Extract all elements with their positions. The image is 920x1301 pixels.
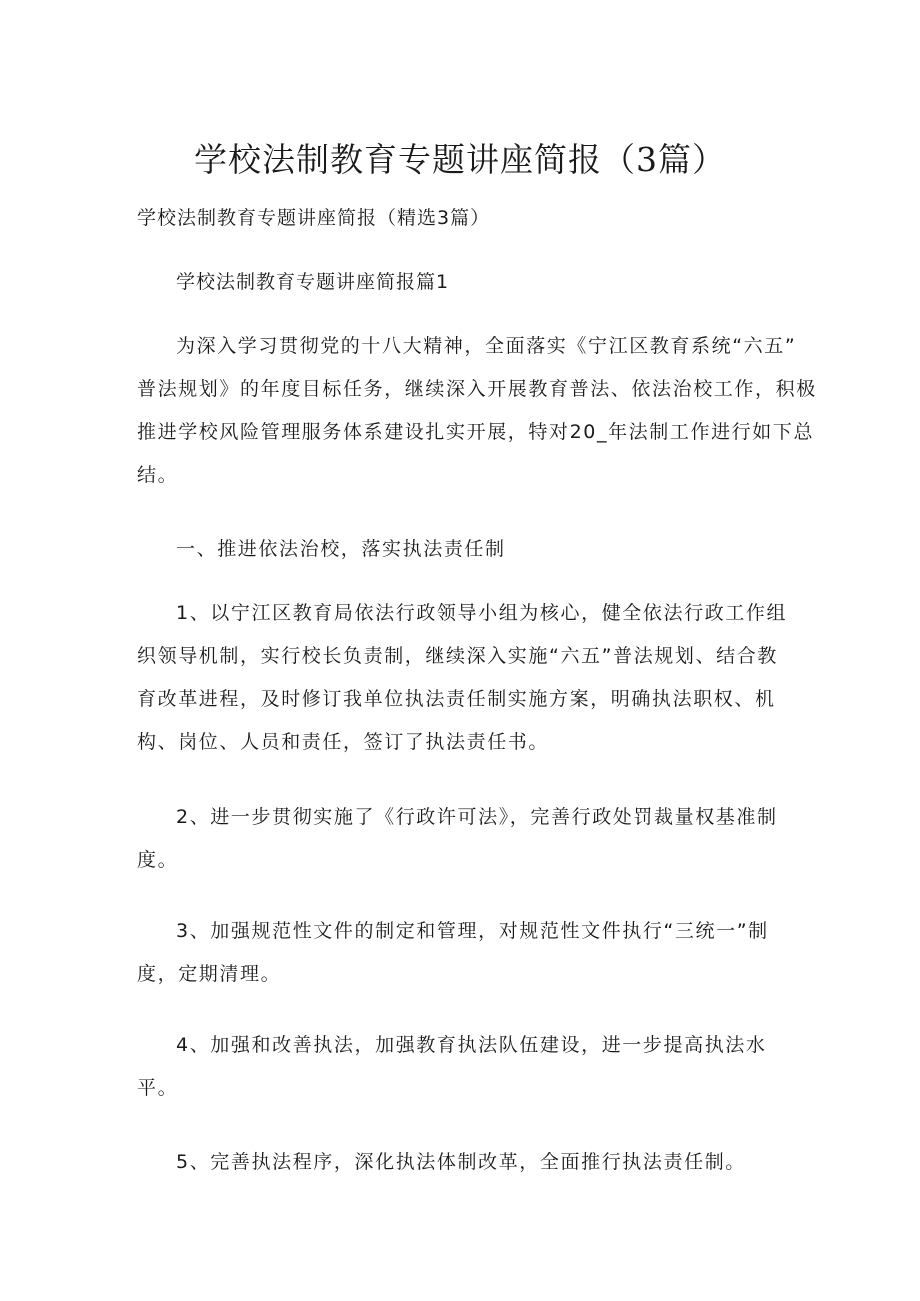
item5-paragraph: 5、完善执法程序，深化执法体制改革，全面推行执法责任制。 <box>176 1151 746 1173</box>
item3-paragraph <box>137 910 797 996</box>
item3-line: 度，定期清理。 <box>137 963 282 985</box>
document-title: 学校法制教育专题讲座简报（3篇） <box>194 140 726 179</box>
item4-line: 平。 <box>137 1077 179 1099</box>
intro-line: 结。 <box>137 464 179 486</box>
item2-line: 2、进一步贯彻实施了《行政许可法》，完善行政处罚裁量权基准制 <box>176 806 778 828</box>
item1-line: 1、以宁江区教育局依法行政领导小组为核心，健全依法行政工作组 <box>176 602 788 624</box>
item4-line: 4、加强和改善执法，加强教育执法队伍建设，进一步提高执法水 <box>176 1034 767 1056</box>
item1-paragraph <box>137 592 797 764</box>
item1-line: 构、岗位、人员和责任，签订了执法责任书。 <box>137 731 550 753</box>
item3-line: 3、加强规范性文件的制定和管理，对规范性文件执行“三统一”制 <box>176 920 769 942</box>
section-heading: 学校法制教育专题讲座简报篇1 <box>176 271 450 293</box>
intro-line: 普法规划》的年度目标任务，继续深入开展教育普法、依法治校工作，积极 <box>137 378 817 400</box>
intro-line: 为深入学习贯彻党的十八大精神，全面落实《宁江区教育系统“六五” <box>176 335 797 357</box>
item2-paragraph <box>137 796 797 882</box>
intro-paragraph <box>137 325 817 497</box>
heading-one: 一、推进依法治校，落实执法责任制 <box>176 538 506 560</box>
item1-line: 织领导机制，实行校长负责制，继续深入实施“六五”普法规划、结合教 <box>137 645 778 667</box>
item4-paragraph <box>137 1024 797 1110</box>
document-subtitle: 学校法制教育专题讲座简报（精选3篇） <box>137 207 491 229</box>
item2-line: 度。 <box>137 849 179 871</box>
intro-line: 推进学校风险管理服务体系建设扎实开展，特对20_年法制工作进行如下总 <box>137 421 815 443</box>
item1-line: 育改革进程，及时修订我单位执法责任制实施方案，明确执法职权、机 <box>137 688 776 710</box>
